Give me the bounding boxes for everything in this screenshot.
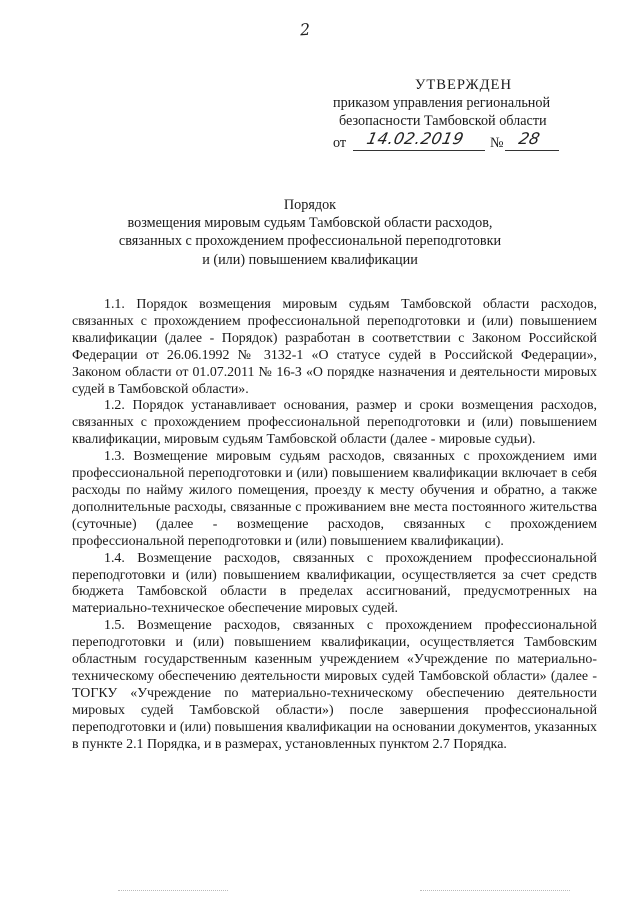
- bottom-scan-mark-left: [118, 890, 228, 891]
- approval-date-number-row: [333, 129, 613, 154]
- paragraph-1-5: 1.5. Возмещение расходов, связанных с прохождением профессиональной переподготовки и (или) повышением квалификации, осуществляется Тамбовским областным государственным казенным учреждением «Учреждение по материально-техническому обеспечению деятельности мировых судей Тамбовской области» (далее - ТОГКУ «Учреждение по материально-техническому обеспечению деятельности мировых судей Тамбовской области») после завершения профессиональной переподготовки и (или) повышения квалификации на основании документов, указанных в пункте 2.1 Порядка, и в размерах, установленных пунктом 2.7 Порядка.: [72, 618, 597, 752]
- title-line-1: Порядок: [283, 197, 337, 213]
- document-title: [60, 196, 560, 269]
- handwritten-date: 14.02.2019: [365, 129, 466, 148]
- title-line-4: и (или) повышением квалификации: [202, 251, 418, 268]
- title-line-2: возмещения мировым судьям Тамбовской области расходов,: [127, 215, 493, 232]
- approval-line-2: безопасности Тамбовской области: [339, 113, 547, 129]
- paragraph-1-4: 1.4. Возмещение расходов, связанных с прохождением профессиональной переподготовки и (или) повышением квалификации, осуществляется за счет средств бюджета Тамбовской области в пределах ассигнований, предусмотренных на материально-техническое обеспечение мировых судей.: [72, 550, 597, 617]
- paragraph-1-3: 1.3. Возмещение мировым судьям расходов, связанных с прохождением ими профессиональной переподготовки и (или) повышением квалификации включает в себя расходы по найму жилого помещения, проезду к месту обучения и обратно, а также дополнительные расходы, связанные с проживанием вне места постоянного жительства (суточные) (далее - возмещение расходов, связанных с прохождением профессиональной переподготовки и (или) повышением квалификации).: [72, 449, 597, 549]
- bottom-scan-mark-right: [420, 890, 570, 891]
- approval-heading: УТВЕРЖДЕН: [415, 77, 512, 93]
- approval-stamp: [333, 76, 613, 154]
- number-underline: [505, 150, 559, 151]
- number-label: №: [490, 135, 504, 151]
- paragraph-1-2: 1.2. Порядок устанавливает основания, размер и сроки возмещения расходов, связанных с прохождением профессиональной переподготовки и (или) повышением квалификации, мировым судьям Тамбовской области (далее - мировые судьи).: [72, 398, 597, 448]
- from-label: от: [333, 135, 347, 151]
- document-body: [72, 297, 597, 753]
- paragraph-1-1: 1.1. Порядок возмещения мировым судьям Тамбовской области расходов, связанных с прохождением профессиональной переподготовки и (или) повышением квалификации (далее - Порядок) разработан в соответствии с Законом Российской Федерации от 26.06.1992 № 3132-1 «О статусе судей в Российской Федерации», Законом области от 01.07.2011 № 16-З «О порядке назначения и деятельности мировых судей в Тамбовской области».: [72, 297, 597, 397]
- handwritten-number: 28: [517, 129, 542, 148]
- page-number: 2: [299, 19, 311, 40]
- date-underline: [353, 150, 485, 151]
- approval-line-1: приказом управления региональной: [333, 95, 551, 111]
- title-line-3: связанных с прохождением профессиональной переподготовки: [118, 233, 502, 250]
